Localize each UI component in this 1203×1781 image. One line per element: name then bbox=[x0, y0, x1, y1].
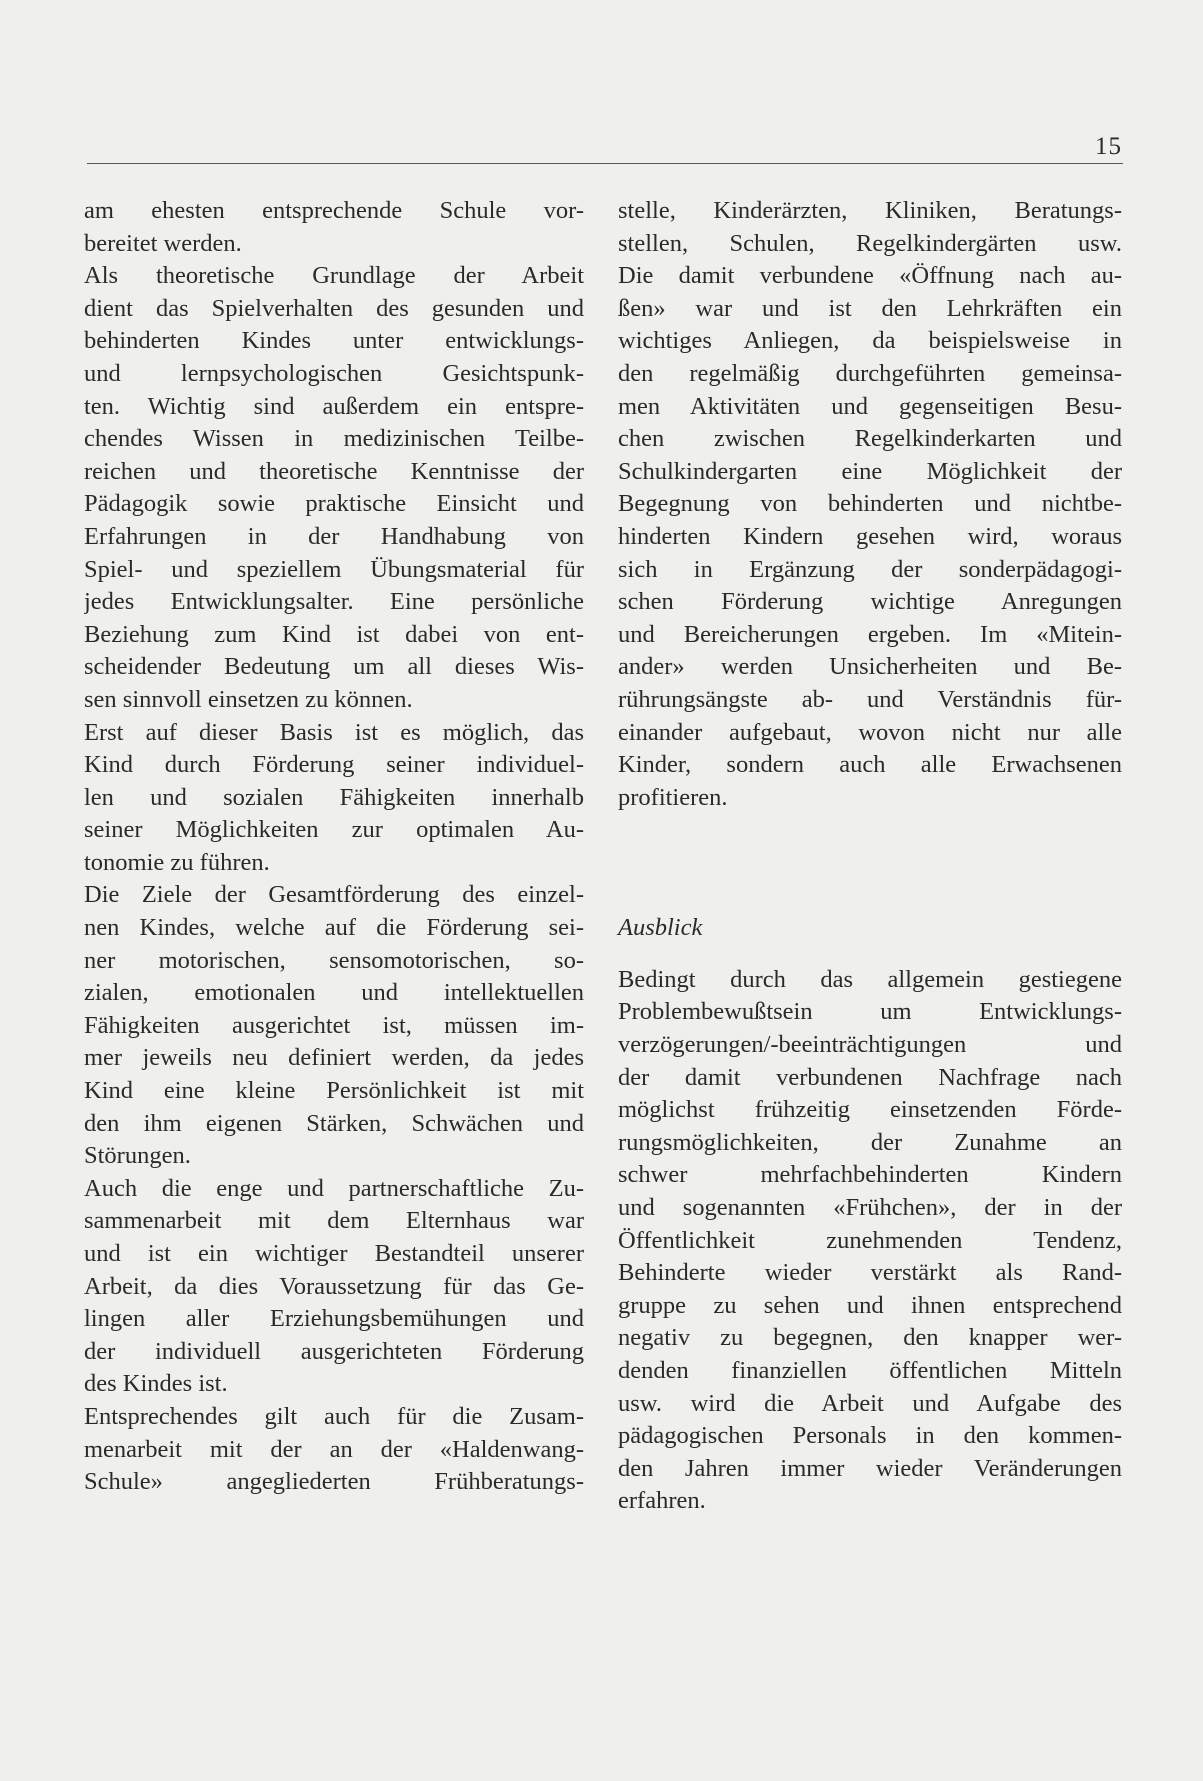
text-line: tonomie zu führen. bbox=[84, 848, 270, 876]
text-line: Fähigkeiten ausgerichtet ist, müssen im- bbox=[84, 1011, 584, 1039]
text-line: Bedingt durch das allgemein gestiegene bbox=[618, 965, 1122, 993]
text-line: usw. wird die Arbeit und Aufgabe des bbox=[618, 1389, 1122, 1417]
text-line: ßen» war und ist den Lehrkräften ein bbox=[618, 294, 1122, 322]
text-line: ander» werden Unsicherheiten und Be- bbox=[618, 653, 1122, 681]
text-line: stellen, Schulen, Regelkindergärten usw. bbox=[618, 229, 1122, 257]
text-line: zialen, emotionalen und intellektuellen bbox=[84, 979, 584, 1007]
text-line: Problembewußtsein um Entwicklungs- bbox=[618, 998, 1122, 1026]
text-line: sammenarbeit mit dem Elternhaus war bbox=[84, 1207, 584, 1235]
text-line: rungsmöglichkeiten, der Zunahme an bbox=[618, 1128, 1122, 1156]
text-line: den ihm eigenen Stärken, Schwächen und bbox=[84, 1109, 584, 1137]
text-line: sich in Ergänzung der sonderpädagogi- bbox=[618, 555, 1122, 583]
text-line: Begegnung von behinderten und nichtbe- bbox=[618, 490, 1122, 518]
text-line: jedes Entwicklungsalter. Eine persönliche bbox=[84, 588, 584, 616]
text-line: menarbeit mit der an der «Haldenwang- bbox=[84, 1435, 584, 1463]
text-line: ten. Wichtig sind außerdem ein entspre- bbox=[84, 392, 584, 420]
text-line: sen sinnvoll einsetzen zu können. bbox=[84, 685, 413, 713]
text-line: wichtiges Anliegen, da beispielsweise in bbox=[618, 327, 1122, 355]
text-line: den Jahren immer wieder Veränderungen bbox=[618, 1454, 1122, 1482]
page-number: 15 bbox=[1095, 133, 1122, 160]
header-rule bbox=[87, 163, 1123, 164]
text-line: Die damit verbundene «Öffnung nach au- bbox=[618, 262, 1122, 290]
text-line: nen Kindes, welche auf die Förderung sei- bbox=[84, 914, 584, 942]
text-line: profitieren. bbox=[618, 783, 728, 811]
text-line: der damit verbundenen Nachfrage nach bbox=[618, 1063, 1122, 1091]
text-line: erfahren. bbox=[618, 1487, 706, 1515]
text-line: Behinderte wieder verstärkt als Rand- bbox=[618, 1259, 1122, 1287]
text-line: men Aktivitäten und gegenseitigen Besu- bbox=[618, 392, 1122, 420]
text-line: Schule» angegliederten Frühberatungs- bbox=[84, 1468, 584, 1496]
text-line: bereitet werden. bbox=[84, 229, 242, 257]
text-line: Beziehung zum Kind ist dabei von ent- bbox=[84, 620, 584, 648]
text-line: dient das Spielverhalten des gesunden und bbox=[84, 294, 584, 322]
text-line: und lernpsychologischen Gesichtspunk- bbox=[84, 359, 584, 387]
text-line: und ist ein wichtiger Bestandteil unserer bbox=[84, 1240, 584, 1267]
text-line: stelle, Kinderärzten, Kliniken, Beratungs- bbox=[618, 197, 1122, 224]
text-line: gruppe zu sehen und ihnen entsprechend bbox=[618, 1291, 1122, 1319]
text-line: scheidender Bedeutung um all dieses Wis- bbox=[84, 653, 584, 681]
text-line: Pädagogik sowie praktische Einsicht und bbox=[84, 490, 584, 518]
text-line: chendes Wissen in medizinischen Teilbe- bbox=[84, 425, 584, 453]
text-line: hinderten Kindern gesehen wird, woraus bbox=[618, 522, 1122, 550]
text-line: Kinder, sondern auch alle Erwachsenen bbox=[618, 751, 1122, 779]
section-heading: Ausblick bbox=[618, 914, 703, 942]
text-line: Erfahrungen in der Handhabung von bbox=[84, 522, 584, 550]
text-line: Spiel- und speziellem Übungsmaterial für bbox=[84, 555, 584, 583]
text-line: seiner Möglichkeiten zur optimalen Au- bbox=[84, 816, 584, 844]
text-line: mer jeweils neu definiert werden, da jedes bbox=[84, 1044, 584, 1072]
text-line: chen zwischen Regelkinderkarten und bbox=[618, 425, 1122, 453]
text-line: Schulkindergarten eine Möglichkeit der bbox=[618, 457, 1122, 485]
text-line: des Kindes ist. bbox=[84, 1370, 228, 1398]
text-line: und sogenannten «Frühchen», der in der bbox=[618, 1194, 1122, 1222]
text-line: reichen und theoretische Kenntnisse der bbox=[84, 457, 584, 485]
text-line: einander aufgebaut, wovon nicht nur alle bbox=[618, 718, 1122, 746]
text-line: Kind durch Förderung seiner individuel- bbox=[84, 751, 584, 779]
text-line: Öffentlichkeit zunehmenden Tendenz, bbox=[618, 1226, 1122, 1254]
right-column bbox=[618, 195, 1122, 1518]
text-line: Störungen. bbox=[84, 1142, 191, 1170]
text-line: rührungsängste ab- und Verständnis für- bbox=[618, 685, 1122, 713]
text-line: Arbeit, da dies Voraussetzung für das Ge- bbox=[84, 1272, 584, 1300]
text-line: der individuell ausgerichteten Förderung bbox=[84, 1337, 584, 1365]
text-line: am ehesten entsprechende Schule vor- bbox=[84, 197, 584, 224]
text-line: len und sozialen Fähigkeiten innerhalb bbox=[84, 783, 584, 811]
text-line: und Bereicherungen ergeben. Im «Mitein- bbox=[618, 620, 1122, 648]
text-line: verzögerungen/-beeinträchtigungen und bbox=[618, 1031, 1122, 1059]
text-line: Kind eine kleine Persönlichkeit ist mit bbox=[84, 1077, 584, 1105]
text-line: lingen aller Erziehungsbemühungen und bbox=[84, 1305, 584, 1333]
text-line: Als theoretische Grundlage der Arbeit bbox=[84, 262, 584, 290]
text-line: Die Ziele der Gesamtförderung des einzel- bbox=[84, 881, 584, 909]
text-line: Entsprechendes gilt auch für die Zusam- bbox=[84, 1402, 584, 1430]
text-line: pädagogischen Personals in den kommen- bbox=[618, 1422, 1122, 1450]
text-line: schwer mehrfachbehinderten Kindern bbox=[618, 1161, 1122, 1189]
text-line: den regelmäßig durchgeführten gemeinsa- bbox=[618, 359, 1122, 387]
text-line: behinderten Kindes unter entwicklungs- bbox=[84, 327, 584, 355]
text-line: ner motorischen, sensomotorischen, so- bbox=[84, 946, 584, 974]
text-line: negativ zu begegnen, den knapper wer- bbox=[618, 1324, 1122, 1352]
left-column bbox=[84, 195, 584, 1499]
text-line: denden finanziellen öffentlichen Mitteln bbox=[618, 1357, 1122, 1384]
text-line: Erst auf dieser Basis ist es möglich, das bbox=[84, 718, 584, 746]
text-line: möglichst frühzeitig einsetzenden Förde- bbox=[618, 1096, 1122, 1124]
text-line: schen Förderung wichtige Anregungen bbox=[618, 588, 1122, 616]
text-line: Auch die enge und partnerschaftliche Zu- bbox=[84, 1174, 584, 1202]
section-gap bbox=[618, 814, 1122, 912]
